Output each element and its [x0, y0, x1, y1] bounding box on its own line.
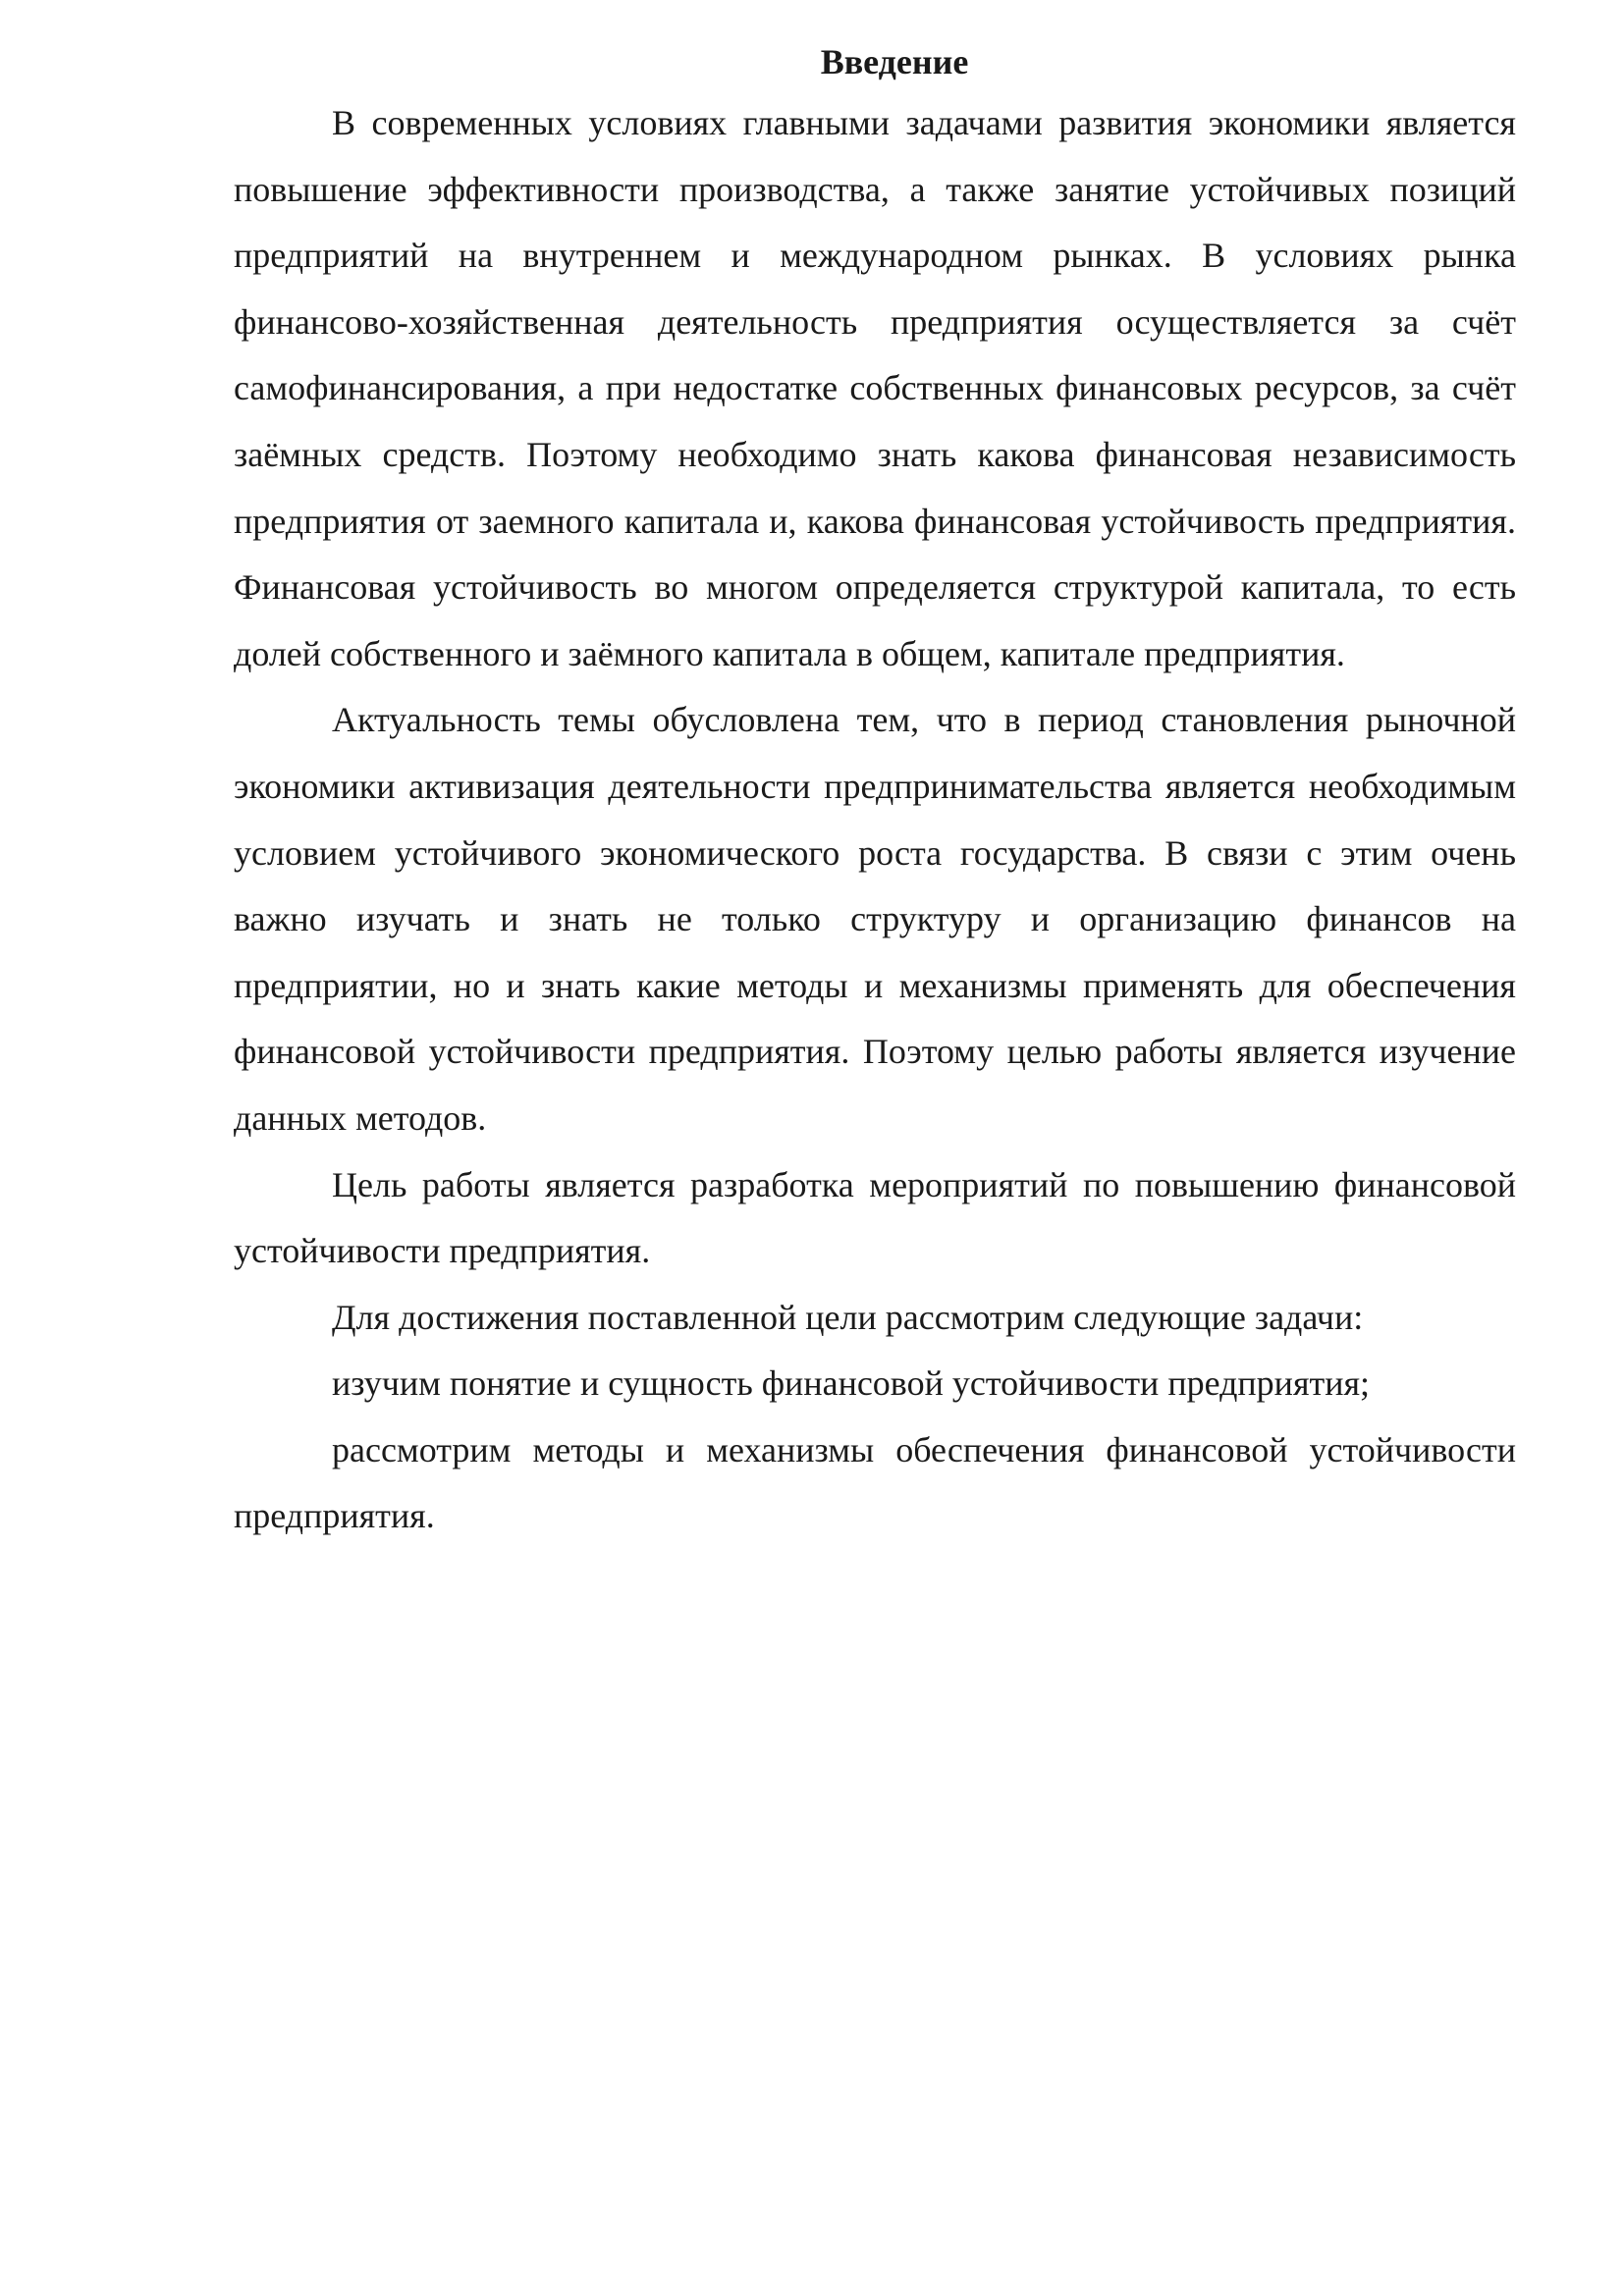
- page-title: Введение: [820, 42, 969, 81]
- paragraph-tasks-intro: Для достижения поставленной цели рассмотрим следующие задачи:: [332, 1297, 1364, 1337]
- document-body: [234, 37, 1516, 1550]
- paragraph-intro: В современных условиях главными задачами развития экономики является повышение эффективности производства, а также занятие устойчивых позиций предприятий на внутреннем и международном рынках. В условиях рынка финансово-хозяйственная деятельность предприятия осуществляется за счёт самофинансирования, а при недостатке собственных финансовых ресурсов, за счёт заёмных средств. Поэтому необходимо знать какова финансовая независимость предприятия от заемного капитала и, какова финансовая устойчивость предприятия. Финансовая устойчивость во многом определяется структурой капитала, то есть долей собственного и заёмного капитала в общем, капитале предприятия.: [234, 103, 1516, 673]
- paragraph-task-1: изучим понятие и сущность финансовой устойчивости предприятия;: [332, 1363, 1371, 1404]
- paragraph-goal: Цель работы является разработка мероприятий по повышению финансовой устойчивости предприятия.: [234, 1164, 1516, 1271]
- paragraph-task-2: рассмотрим методы и механизмы обеспечения финансовой устойчивости предприятия.: [234, 1429, 1516, 1536]
- paragraph-relevance: Актуальность темы обусловлена тем, что в период становления рыночной экономики активизация деятельности предпринимательства является необходимым условием устойчивого экономического роста государства. В связи с этим очень важно изучать и знать не только структуру и организацию финансов на предприятии, но и знать какие методы и механизмы применять для обеспечения финансовой устойчивости предприятия. Поэтому целью работы является изучение данных методов.: [234, 700, 1516, 1138]
